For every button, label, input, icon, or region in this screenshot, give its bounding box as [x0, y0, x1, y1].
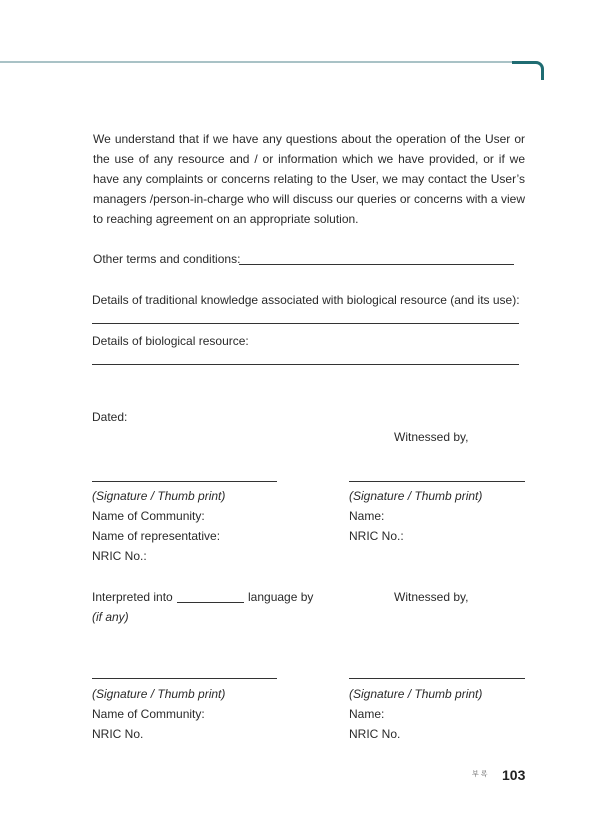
bio-details-line — [92, 364, 519, 365]
language-by-label: language by — [248, 590, 314, 604]
witnessed-by-label: Witnessed by, — [394, 430, 469, 444]
signature-caption-right-2: (Signature / Thumb print) — [349, 687, 483, 701]
signature-line-left — [92, 481, 277, 482]
signature-line-right — [349, 481, 525, 482]
bio-details-label: Details of biological resource: — [92, 334, 249, 348]
if-any-note: (if any) — [92, 610, 129, 624]
other-terms-line — [239, 264, 514, 265]
community-name-label: Name of Community: — [92, 509, 205, 523]
interpreter-signature-line-right — [349, 678, 525, 679]
tk-details-label: Details of traditional knowledge associated with biological resource (and its use): — [92, 293, 520, 307]
header-corner-bracket — [512, 61, 544, 80]
dated-label: Dated: — [92, 410, 128, 424]
community-name-label-2: Name of Community: — [92, 707, 205, 721]
section-label: 부 록 — [472, 771, 488, 778]
tk-details-line — [92, 323, 519, 324]
nric-label-right: NRIC No.: — [349, 529, 404, 543]
agreement-paragraph: We understand that if we have any questions about the operation of the User or the use of any resource and / or information which we have provided, or if we have any complaints or concerns relating to the User, we may contact the User’s managers /person-in-charge who will discuss our queries or concerns with a view to reaching agreement on an appropriate solution. — [93, 132, 525, 226]
nric-label-left: NRIC No.: — [92, 549, 147, 563]
language-blank-line — [177, 602, 244, 603]
other-terms-label: Other terms and conditions: — [93, 252, 241, 266]
header-rule — [0, 61, 530, 63]
witness-name-label: Name: — [349, 509, 385, 523]
nric-label-left-2: NRIC No. — [92, 727, 144, 741]
signature-caption-left-2: (Signature / Thumb print) — [92, 687, 226, 701]
signature-caption-right: (Signature / Thumb print) — [349, 489, 483, 503]
witness-name-label-2: Name: — [349, 707, 385, 721]
signature-caption-left: (Signature / Thumb print) — [92, 489, 226, 503]
interpreted-into-label: Interpreted into — [92, 590, 173, 604]
interpreter-signature-line-left — [92, 678, 277, 679]
page-number: 103 — [502, 767, 526, 783]
interpreter-witnessed-by-label: Witnessed by, — [394, 590, 469, 604]
nric-label-right-2: NRIC No. — [349, 727, 401, 741]
representative-name-label: Name of representative: — [92, 529, 221, 543]
